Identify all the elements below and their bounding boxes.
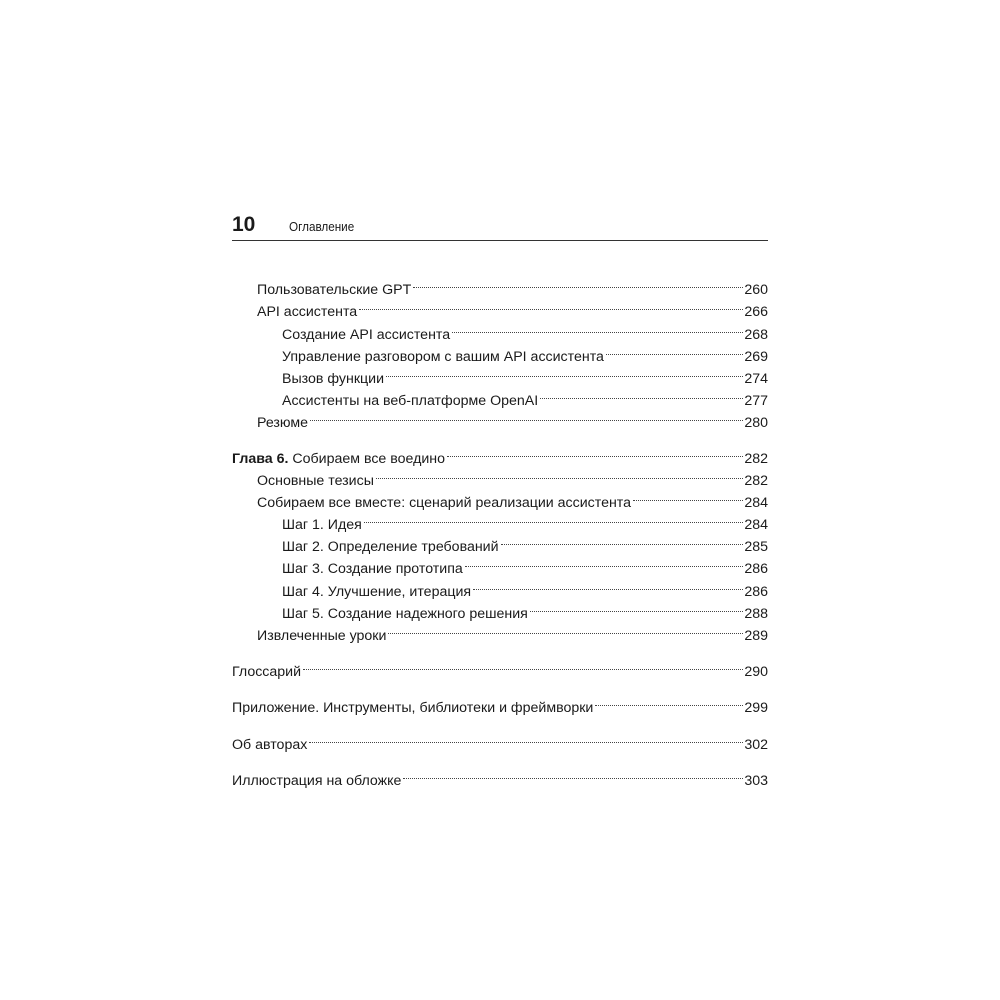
dot-leader	[530, 596, 743, 618]
toc-entry-title: Шаг 2. Определение требований	[282, 539, 499, 556]
toc-entry-step-1	[232, 507, 768, 534]
toc-entry-title: Шаг 4. Улучшение, итерация	[282, 583, 472, 600]
toc-entry-cover-illustration	[232, 763, 768, 789]
toc-entry-title: Шаг 5. Создание надежного решения	[282, 605, 528, 622]
toc-entry-title: Шаг 3. Создание прототипа	[282, 561, 463, 578]
toc-entry-title: Пользовательские GPT	[257, 282, 412, 299]
toc-entry-glossary	[232, 654, 768, 681]
toc-entry-page: 286	[744, 583, 768, 600]
toc-entry-title: API ассистента	[257, 304, 358, 321]
toc-entry-title: Вызов функции	[282, 370, 385, 387]
toc-entry-page: 299	[744, 700, 768, 717]
toc-entry-page: 282	[744, 450, 768, 467]
toc-entry-title: Создание API ассистента	[282, 326, 451, 343]
dot-leader	[364, 507, 743, 529]
dot-leader	[540, 383, 743, 405]
toc-entry-step-5	[232, 596, 768, 622]
toc-entry-page: 280	[744, 415, 768, 432]
toc-entry-page: 284	[744, 517, 768, 534]
page-header	[232, 210, 768, 241]
toc-entry-page: 269	[744, 348, 768, 365]
toc-entry-page: 303	[744, 772, 768, 789]
toc-entry-create-assistant-api	[232, 316, 768, 343]
table-of-contents	[232, 272, 768, 789]
section-gap	[232, 749, 768, 763]
chapter-title: Собираем все воедино	[292, 450, 446, 467]
toc-entry-step-3	[232, 551, 768, 578]
toc-entry-title: Собираем все вместе: сценарий реализации ассистента	[257, 494, 632, 511]
section-gap	[232, 676, 768, 690]
dot-leader	[595, 690, 743, 712]
toc-entry-title: Основные тезисы	[257, 472, 374, 489]
toc-entry-step-2	[232, 529, 768, 556]
toc-entry-page: 282	[744, 472, 768, 489]
toc-entry-page: 302	[744, 736, 768, 753]
toc-entry-page: 285	[744, 539, 768, 556]
toc-entry-page: 266	[744, 304, 768, 321]
dot-leader	[452, 316, 743, 338]
page-number: 10	[232, 213, 256, 236]
dot-leader	[310, 405, 743, 427]
dot-leader	[447, 440, 743, 462]
toc-entry-title: Резюме	[257, 415, 309, 432]
running-title: Оглавление	[289, 219, 355, 234]
dot-leader	[413, 272, 743, 294]
dot-leader	[403, 763, 743, 785]
toc-entry-chapter-6	[232, 440, 768, 467]
toc-entry-title: Иллюстрация на обложке	[232, 772, 402, 789]
dot-leader	[303, 654, 743, 676]
toc-entry-page: 284	[744, 494, 768, 511]
toc-entry-page: 290	[744, 664, 768, 681]
toc-entry-title: Глоссарий	[232, 664, 302, 681]
toc-entry-key-points	[232, 463, 768, 489]
toc-entry-title: Ассистенты на веб-платформе OpenAI	[282, 393, 539, 410]
toc-entry-title: Приложение. Инструменты, библиотеки и фреймворки	[232, 700, 594, 717]
toc-entry-title: Управление разговором с вашим API ассистента	[282, 348, 604, 365]
dot-leader	[388, 618, 743, 640]
toc-entry-assistant-scenario	[232, 485, 768, 511]
toc-entry-page: 260	[744, 282, 768, 299]
toc-entry-custom-gpt	[232, 272, 768, 299]
toc-entry-openai-platform-assistants	[232, 383, 768, 410]
toc-entry-appendix	[232, 690, 768, 717]
toc-entry-lessons-learned	[232, 618, 768, 644]
toc-entry-summary	[232, 405, 768, 432]
toc-entry-manage-conversation	[232, 339, 768, 365]
toc-entry-title: Шаг 1. Идея	[282, 517, 362, 534]
dot-leader	[359, 294, 743, 316]
toc-entry-assistant-api	[232, 294, 768, 321]
dot-leader	[376, 463, 743, 485]
dot-leader	[309, 726, 743, 748]
section-gap	[232, 427, 768, 440]
toc-entry-step-4	[232, 573, 768, 600]
dot-leader	[465, 551, 744, 573]
dot-leader	[386, 361, 743, 383]
toc-entry-page: 268	[744, 326, 768, 343]
dot-leader	[606, 339, 743, 361]
toc-entry-page: 277	[744, 393, 768, 410]
toc-entry-about-authors	[232, 726, 768, 753]
toc-entry-page: 288	[744, 605, 768, 622]
dot-leader	[473, 573, 743, 595]
toc-entry-page: 286	[744, 561, 768, 578]
toc-entry-function-call	[232, 361, 768, 387]
chapter-label: Глава 6.	[232, 450, 289, 467]
dot-leader	[501, 529, 744, 551]
toc-entry-page: 289	[744, 628, 768, 644]
toc-entry-page: 274	[744, 370, 768, 387]
dot-leader	[633, 485, 743, 507]
toc-entry-title: Извлеченные уроки	[257, 628, 387, 644]
toc-entry-title: Об авторах	[232, 736, 308, 753]
